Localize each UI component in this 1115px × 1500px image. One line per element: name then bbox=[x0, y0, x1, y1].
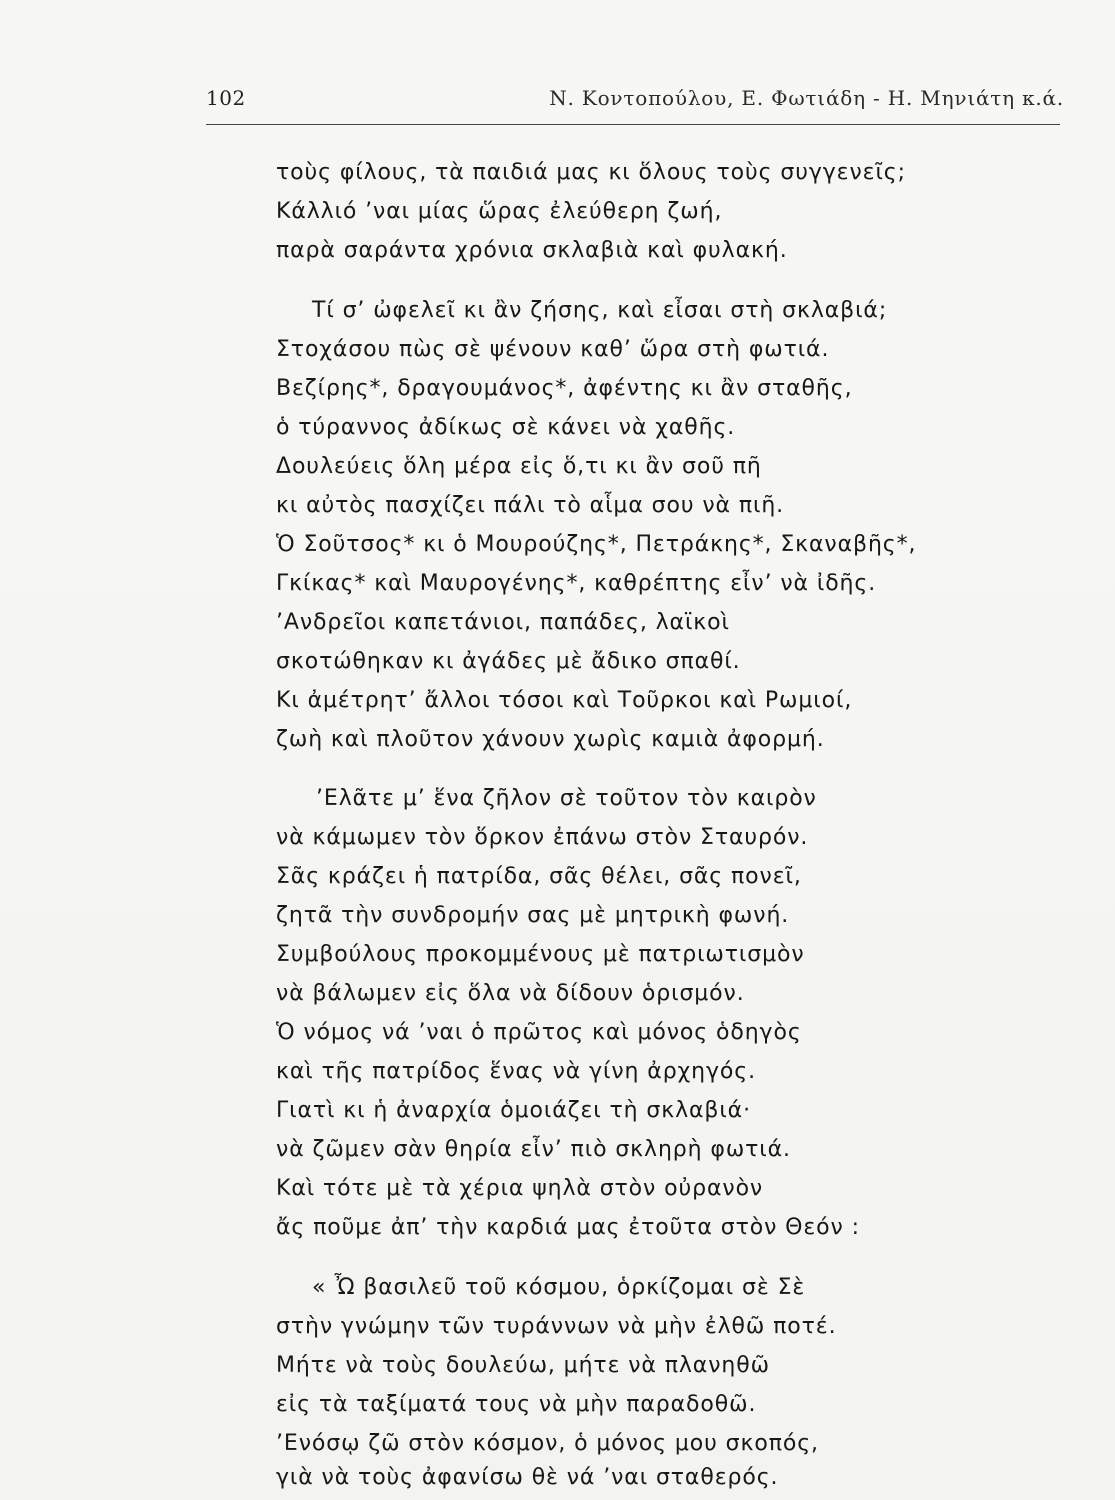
page-number: 102 bbox=[206, 86, 246, 110]
poem-line: « Ὦ βασιλεῦ τοῦ κόσμου, ὁρκίζομαι σὲ Σὲ bbox=[312, 1275, 806, 1300]
poem-line: καὶ τῆς πατρίδος ἕνας νὰ γίνη ἀρχηγός. bbox=[276, 1059, 756, 1084]
poem-line: ζητᾶ τὴν συνδρομήν σας μὲ μητρικὴ φωνή. bbox=[276, 903, 790, 928]
running-head: Ν. Κοντοπούλου, Ε. Φωτιάδη - Η. Μηνιάτη κ.ά. bbox=[549, 86, 1064, 110]
poem-line: Συμβούλους προκομμένους μὲ πατριωτισμὸν bbox=[276, 942, 805, 967]
poem-line: σκοτώθηκαν κι ἀγάδες μὲ ἄδικο σπαθί. bbox=[276, 649, 741, 674]
poem-line: κι αὐτὸς πασχίζει πάλι τὸ αἷμα σου νὰ πιῆ. bbox=[276, 493, 785, 518]
poem-line: ζωὴ καὶ πλοῦτον χάνουν χωρὶς καμιὰ ἀφορμή. bbox=[276, 727, 825, 752]
poem-line: Τί σ’ ὠφελεῖ κι ἂν ζήσης, καὶ εἶσαι στὴ σκλαβιά; bbox=[312, 298, 888, 323]
poem-line: Στοχάσου πὼς σὲ ψένουν καθ’ ὥρα στὴ φωτιά. bbox=[276, 337, 830, 362]
poem-line: Κι ἀμέτρητ’ ἄλλοι τόσοι καὶ Τοῦρκοι καὶ Ρωμιοί, bbox=[276, 688, 853, 713]
poem-line: νὰ κάμωμεν τὸν ὅρκον ἐπάνω στὸν Σταυρόν. bbox=[276, 825, 809, 850]
poem-line: ’Ελᾶτε μ’ ἕνα ζῆλον σὲ τοῦτον τὸν καιρὸν bbox=[316, 786, 817, 811]
poem-line: νὰ ζῶμεν σὰν θηρία εἶν’ πιὸ σκληρὴ φωτιά. bbox=[276, 1137, 791, 1162]
poem-line: Μήτε νὰ τοὺς δουλεύω, μήτε νὰ πλανηθῶ bbox=[276, 1353, 770, 1378]
poem-line: στὴν γνώμην τῶν τυράννων νὰ μὴν ἐλθῶ ποτέ. bbox=[276, 1314, 837, 1339]
poem-line: ὁ τύραννος ἀδίκως σὲ κάνει νὰ χαθῆς. bbox=[276, 415, 736, 440]
poem-line: Δουλεύεις ὅλη μέρα εἰς ὅ,τι κι ἂν σοῦ πῆ bbox=[276, 454, 762, 479]
poem-line: Σᾶς κράζει ἡ πατρίδα, σᾶς θέλει, σᾶς πονεῖ, bbox=[276, 864, 802, 889]
poem-line: Καὶ τότε μὲ τὰ χέρια ψηλὰ στὸν οὐρανὸν bbox=[276, 1176, 764, 1201]
poem-line: ’Ανδρεῖοι καπετάνιοι, παπάδες, λαϊκοὶ bbox=[276, 610, 730, 635]
poem-line: Γιατὶ κι ἡ ἀναρχία ὁμοιάζει τὴ σκλαβιά· bbox=[276, 1098, 751, 1123]
poem-line: τοὺς φίλους, τὰ παιδιά μας κι ὅλους τοὺς συγγενεῖς; bbox=[276, 160, 906, 185]
poem-line: Κάλλιό ’ναι μίας ὥρας ἐλεύθερη ζωή, bbox=[276, 199, 723, 224]
poem-line: Ὁ νόμος νά ’ναι ὁ πρῶτος καὶ μόνος ὁδηγὸς bbox=[276, 1020, 802, 1045]
poem-line: ’Ενόσῳ ζῶ στὸν κόσμον, ὁ μόνος μου σκοπός, bbox=[276, 1431, 819, 1456]
poem-line: εἰς τὰ ταξίματά τους νὰ μὴν παραδοθῶ. bbox=[276, 1392, 757, 1417]
poem-line: παρὰ σαράντα χρόνια σκλαβιὰ καὶ φυλακή. bbox=[276, 238, 788, 263]
poem-line: ἄς ποῦμε ἀπ’ τὴν καρδιά μας ἐτοῦτα στὸν Θεόν : bbox=[276, 1215, 860, 1240]
poem-line: Γκίκας* καὶ Μαυρογένης*, καθρέπτης εἶν’ νὰ ἰδῆς. bbox=[276, 571, 877, 596]
poem-line: γιὰ νὰ τοὺς ἀφανίσω θὲ νά ’ναι σταθερός. bbox=[276, 1465, 779, 1490]
poem-line: Βεζίρης*, δραγουμάνος*, ἀφέντης κι ἂν σταθῆς, bbox=[276, 376, 853, 401]
poem-line: Ὁ Σοῦτσος* κι ὁ Μουρούζης*, Πετράκης*, Σκαναβῆς*, bbox=[276, 532, 917, 557]
poem-line: νὰ βάλωμεν εἰς ὅλα νὰ δίδουν ὁρισμόν. bbox=[276, 981, 745, 1006]
